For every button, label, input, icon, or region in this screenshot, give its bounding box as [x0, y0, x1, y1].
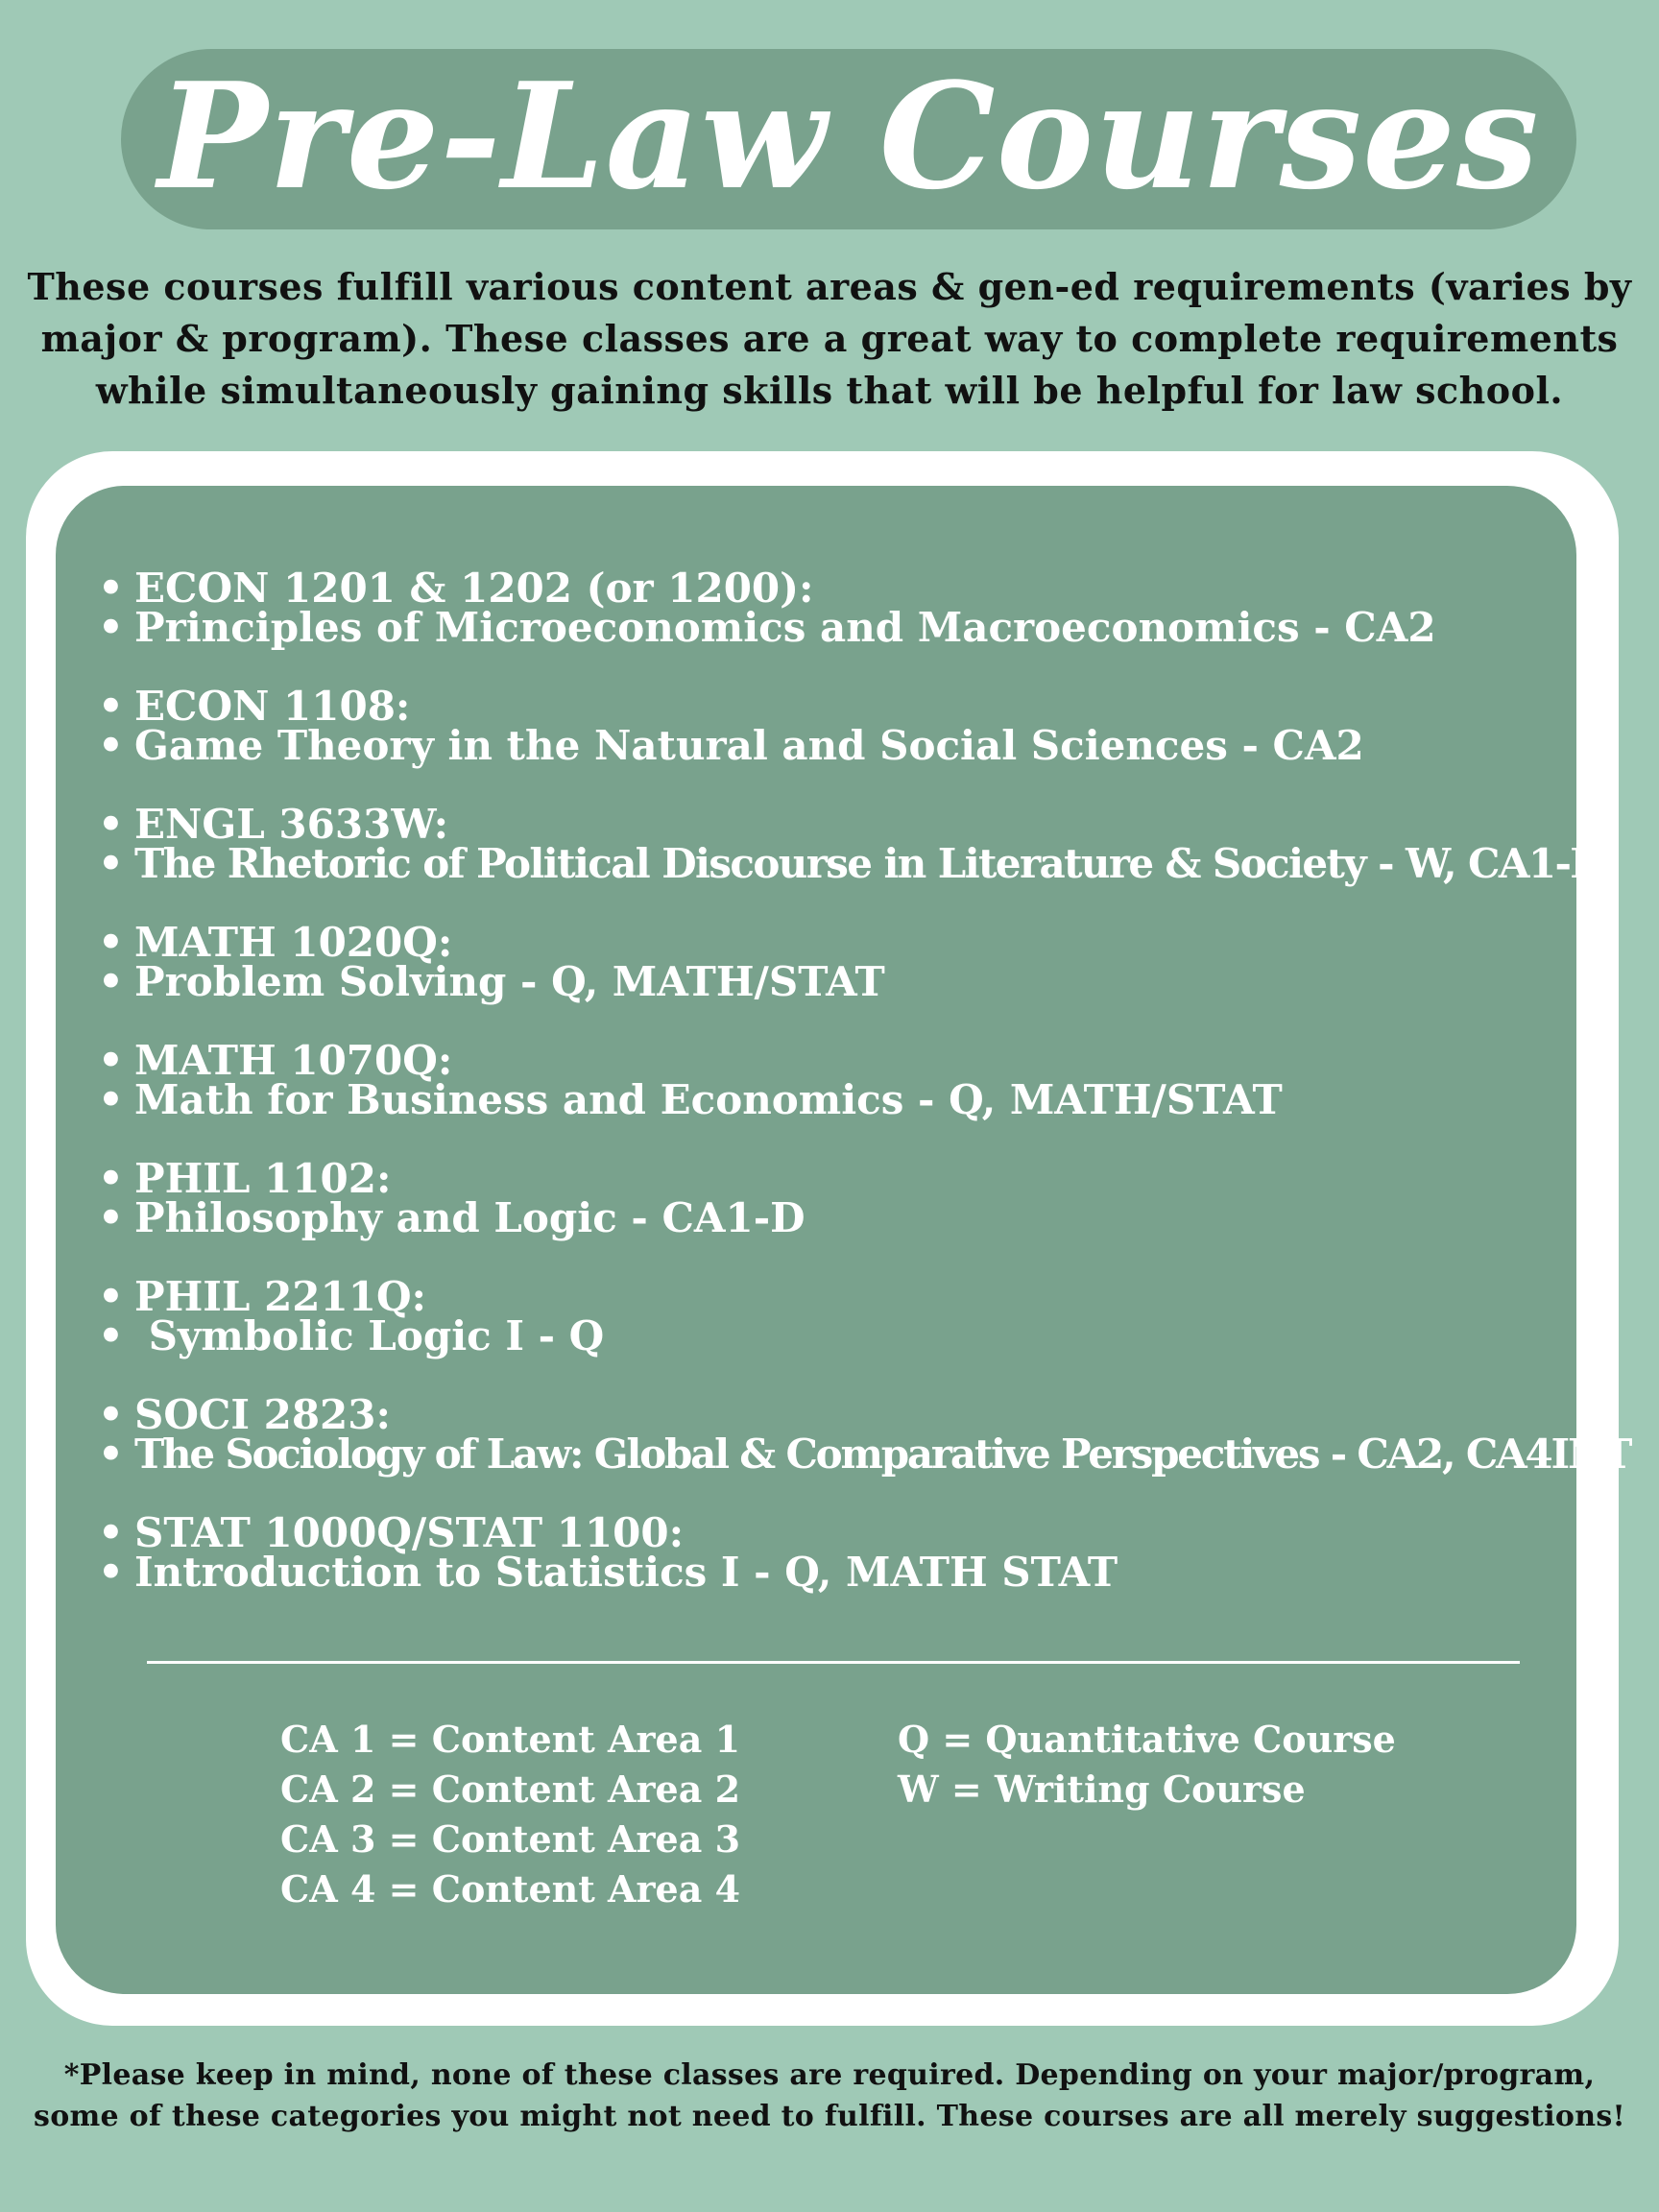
course-item — [98, 1273, 1596, 1395]
course-name: Philosophy and Logic - CA1-D — [134, 1194, 805, 1241]
course-item — [98, 919, 1596, 1041]
course-name: Symbolic Logic I - Q — [134, 1312, 605, 1359]
course-name: Game Theory in the Natural and Social Sciences - CA2 — [134, 722, 1364, 769]
course-item — [98, 1391, 1631, 1513]
intro-line: major & program). These classes are a great way to complete requirements — [40, 317, 1619, 360]
bullet-icon: • — [98, 1076, 124, 1123]
course-name: Principles of Microeconomics and Macroeconomics - CA2 — [134, 604, 1436, 651]
course-code: SOCI 2823: — [134, 1391, 392, 1438]
footnote — [19, 2055, 1640, 2137]
course-code: STAT 1000Q/STAT 1100: — [134, 1509, 685, 1556]
footnote-line: some of these categories you might not need to fulfill. These courses are all merely suggestions! — [34, 2100, 1625, 2133]
bullet-icon: • — [98, 1037, 124, 1084]
legend-content-areas — [280, 1715, 740, 1914]
course-code: PHIL 2211Q: — [134, 1273, 427, 1320]
intro-line: These courses fulfill various content areas & gen-ed requirements (varies by — [27, 265, 1632, 308]
bullet-icon: • — [98, 1391, 124, 1438]
course-name: The Rhetoric of Political Discourse in Literature & Society - W, CA1-B — [134, 840, 1603, 887]
course-item — [98, 683, 1596, 805]
course-item — [98, 801, 1603, 923]
bullet-icon: • — [98, 1509, 124, 1556]
course-list — [98, 565, 1631, 1631]
course-name: Introduction to Statistics I - Q, MATH STAT — [134, 1549, 1118, 1596]
course-code: ENGL 3633W: — [134, 801, 449, 848]
legend-item: Q = Quantitative Course — [898, 1718, 1396, 1761]
legend-item: CA 1 = Content Area 1 — [280, 1718, 741, 1761]
title-banner — [121, 49, 1576, 229]
course-code: ECON 1108: — [134, 683, 411, 730]
bullet-icon: • — [98, 1273, 124, 1320]
course-code: MATH 1020Q: — [134, 919, 453, 966]
course-name: Math for Business and Economics - Q, MATH/STAT — [134, 1076, 1283, 1123]
divider — [147, 1661, 1520, 1664]
course-code: ECON 1201 & 1202 (or 1200): — [134, 565, 814, 612]
bullet-icon: • — [98, 604, 124, 651]
page-title: Pre-Law Courses — [157, 50, 1540, 222]
legend-item: W = Writing Course — [898, 1767, 1306, 1811]
course-item — [98, 1037, 1596, 1159]
course-code: PHIL 1102: — [134, 1155, 392, 1202]
course-name: Problem Solving - Q, MATH/STAT — [134, 958, 885, 1005]
legend-item: CA 3 = Content Area 3 — [280, 1817, 741, 1861]
legend-item: CA 2 = Content Area 2 — [280, 1767, 741, 1811]
bullet-icon: • — [98, 958, 124, 1005]
bullet-icon: • — [98, 840, 124, 887]
course-name: The Sociology of Law: Global & Comparative Perspectives - CA2, CA4INT — [134, 1431, 1631, 1478]
bullet-icon: • — [98, 1194, 124, 1241]
intro-paragraph — [19, 261, 1640, 417]
bullet-icon: • — [98, 1431, 124, 1478]
intro-line: while simultaneously gaining skills that will be helpful for law school. — [95, 369, 1564, 412]
bullet-icon: • — [98, 1155, 124, 1202]
bullet-icon: • — [98, 683, 124, 730]
bullet-icon: • — [98, 1549, 124, 1596]
legend-course-types — [898, 1715, 1396, 1815]
course-item — [98, 1155, 1596, 1277]
course-item — [98, 1509, 1596, 1631]
course-code: MATH 1070Q: — [134, 1037, 453, 1084]
course-item — [98, 565, 1596, 686]
bullet-icon: • — [98, 801, 124, 848]
bullet-icon: • — [98, 722, 124, 769]
bullet-icon: • — [98, 565, 124, 612]
bullet-icon: • — [98, 919, 124, 966]
footnote-line: *Please keep in mind, none of these classes are required. Depending on your major/program, — [63, 2058, 1596, 2092]
legend-item: CA 4 = Content Area 4 — [280, 1867, 741, 1911]
bullet-icon: • — [98, 1312, 124, 1359]
